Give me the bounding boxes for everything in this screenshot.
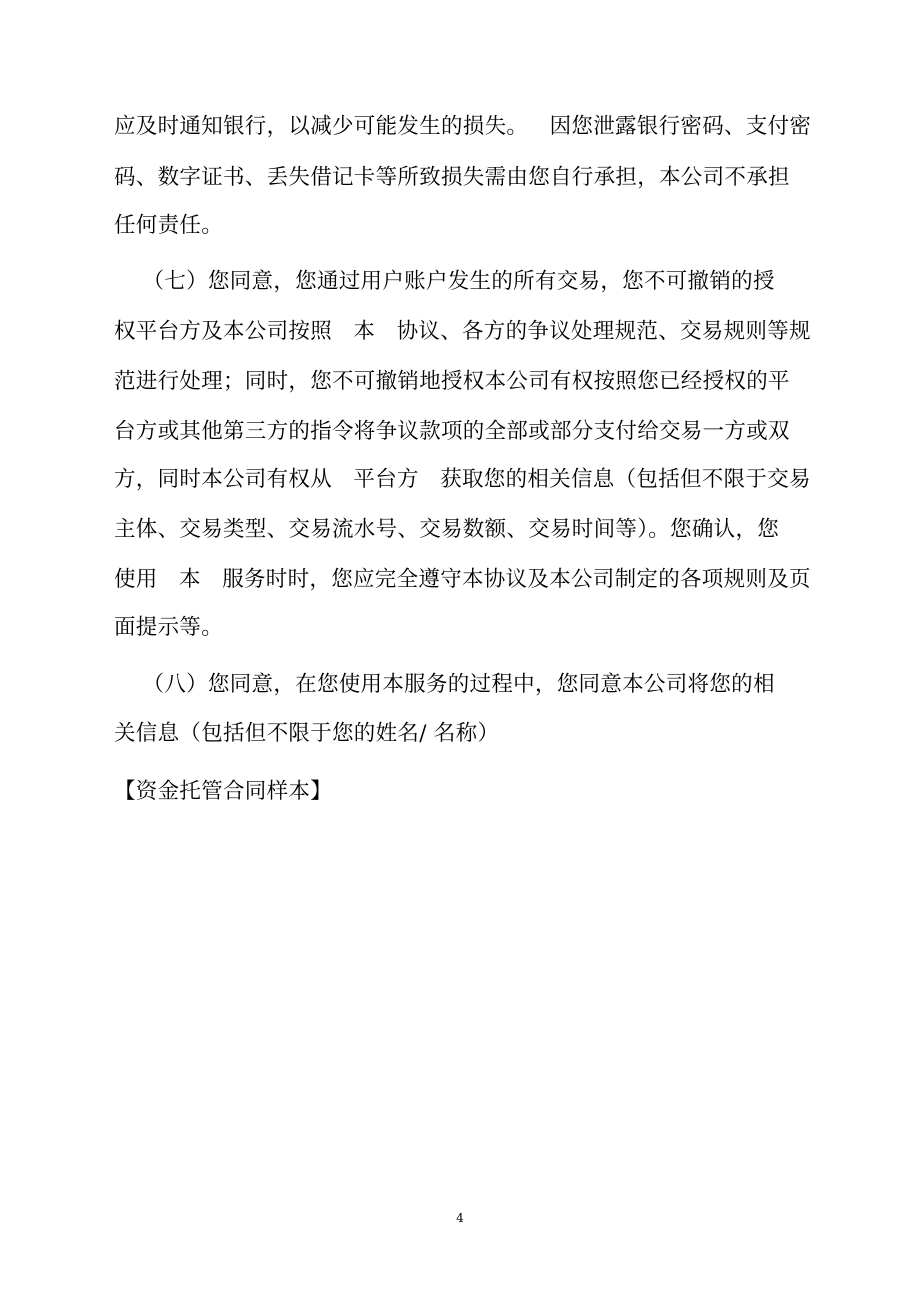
text-line: 面提示等。 (114, 615, 224, 640)
text-line: 码、数字证书、丢失借记卡等所致损失需由您自行承担，本公司不承担 (114, 165, 790, 190)
paragraph-7-start: （七）您同意，您通过用户账户发生的所有交易，您不可撤销的授 (114, 269, 775, 294)
text-line: 范进行处理；同时，您不可撤销地授权本公司有权按照您已经授权的平 (114, 369, 790, 394)
text-line: 权平台方及本公司按照 本 协议、各方的争议处理规范、交易规则等规 (114, 319, 811, 344)
page-number: 4 (456, 1211, 464, 1225)
text-line: 方，同时本公司有权从 平台方 获取您的相关信息（包括但不限于交易 (114, 467, 811, 492)
document-footer-title: 【资金托管合同样本】 (114, 779, 333, 804)
text-line: 主体、交易类型、交易流水号、交易数额、交易时间等）。您确认，您 (114, 517, 780, 542)
text-line: 使用 本 服务时时，您应完全遵守本协议及本公司制定的各项规则及页 (114, 567, 811, 592)
paragraph-8-start: （八）您同意，在您使用本服务的过程中，您同意本公司将您的相 (114, 672, 775, 697)
text-line: 台方或其他第三方的指令将争议款项的全部或部分支付给交易一方或双 (114, 419, 790, 444)
text-line: 任何责任。 (114, 213, 224, 238)
text-line: 关信息（包括但不限于您的姓名/ 名称） (114, 721, 500, 746)
text-line: 应及时通知银行，以减少可能发生的损失。 因您泄露银行密码、支付密 (114, 114, 812, 139)
